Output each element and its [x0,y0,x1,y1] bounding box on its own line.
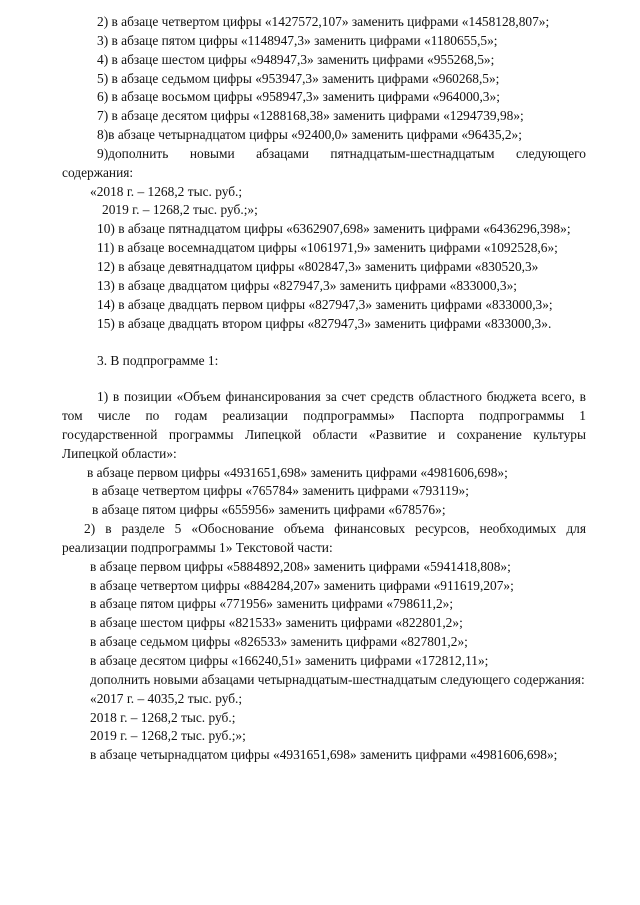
document-body [62,13,586,765]
paragraph-item-8: 8)в абзаце четырнадцатом цифры «92400,0» заменить цифрами «96435,2»; [97,127,522,143]
paragraph-item-14: 14) в абзаце двадцать первом цифры «827947,3» заменить цифрами «833000,3»; [97,296,553,312]
sub1-section5-line-seventh: в абзаце седьмом цифры «826533» заменить цифрами «827801,2»; [90,634,468,650]
paragraph-item-15: 15) в абзаце двадцать втором цифры «827947,3» заменить цифрами «833000,3». [97,315,552,331]
sub1-section5-line-first: в абзаце первом цифры «5884892,208» заменить цифрами «5941418,808»; [90,558,511,574]
paragraph-item-2: 2) в абзаце четвертом цифры «1427572,107» заменить цифрами «1458128,807»; [97,14,550,29]
paragraph-item-3: 3) в абзаце пятом цифры «1148947,3» заменить цифрами «1180655,5»; [97,32,498,48]
paragraph-sub1-item-2: 2) в разделе 5 «Обоснование объема финансовых ресурсов, необходимых для реализации подпрограммы 1» Текстовой части: [62,521,586,555]
paragraph-item-11: 11) в абзаце восемнадцатом цифры «1061971,9» заменить цифрами «1092528,6»; [97,240,558,256]
sub1-section5-add-paragraphs: дополнить новыми абзацами четырнадцатым-шестнадцатым следующего содержания: [90,671,585,687]
section-heading-3: 3. В подпрограмме 1: [97,353,219,369]
paragraph-item-9: 9)дополнить новыми абзацами пятнадцатым-шестнадцатым следующего содержания: [62,145,586,180]
sub1-section5-line-tenth: в абзаце десятом цифры «166240,51» заменить цифрами «172812,11»; [90,653,489,668]
paragraph-item-12: 12) в абзаце девятнадцатом цифры «802847,3» заменить цифрами «830520,3» [97,258,539,274]
paragraph-item-4: 4) в абзаце шестом цифры «948947,3» заменить цифрами «955268,5»; [97,51,495,67]
paragraph-item-7: 7) в абзаце десятом цифры «1288168,38» заменить цифрами «1294739,98»; [97,108,524,124]
sub1-line-fourteenth: в абзаце четырнадцатом цифры «4931651,698» заменить цифрами «4981606,698»; [90,747,558,763]
sub1-line-fifth: в абзаце пятом цифры «655956» заменить цифрами «678576»; [92,502,446,518]
sub1-section5-line-fourth: в абзаце четвертом цифры «884284,207» заменить цифрами «911619,207»; [90,577,514,593]
quote-line-2019-b: 2019 г. – 1268,2 тыс. руб.;»; [90,728,246,744]
paragraph-sub1-item-1: 1) в позиции «Объем финансирования за счет средств областного бюджета всего, в том числе по годам реализации подпрограммы» Паспорта подпрограммы 1 государственной программы Липецкой области «Развитие и сохранение культуры Липецкой области»: [62,389,586,461]
sub1-line-first: в абзаце первом цифры «4931651,698» заменить цифрами «4981606,698»; [87,464,508,480]
paragraph-item-10: 10) в абзаце пятнадцатом цифры «6362907,698» заменить цифрами «6436296,398»; [97,221,571,237]
quote-line-2017: «2017 г. – 4035,2 тыс. руб.; [90,690,243,706]
sub1-section5-line-sixth: в абзаце шестом цифры «821533» заменить цифрами «822801,2»; [90,615,463,631]
quote-line-2018: «2018 г. – 1268,2 тыс. руб.; [90,183,243,199]
paragraph-item-13: 13) в абзаце двадцатом цифры «827947,3» заменить цифрами «833000,3»; [97,277,517,293]
quote-line-2019: 2019 г. – 1268,2 тыс. руб.;»; [102,202,258,218]
sub1-section5-line-fifth: в абзаце пятом цифры «771956» заменить цифрами «798611,2»; [90,596,454,612]
paragraph-item-5: 5) в абзаце седьмом цифры «953947,3» заменить цифрами «960268,5»; [97,70,500,86]
quote-line-2018-b: 2018 г. – 1268,2 тыс. руб.; [90,709,236,725]
sub1-line-fourth: в абзаце четвертом цифры «765784» заменить цифрами «793119»; [92,483,469,499]
paragraph-item-6: 6) в абзаце восьмом цифры «958947,3» заменить цифрами «964000,3»; [97,89,500,105]
